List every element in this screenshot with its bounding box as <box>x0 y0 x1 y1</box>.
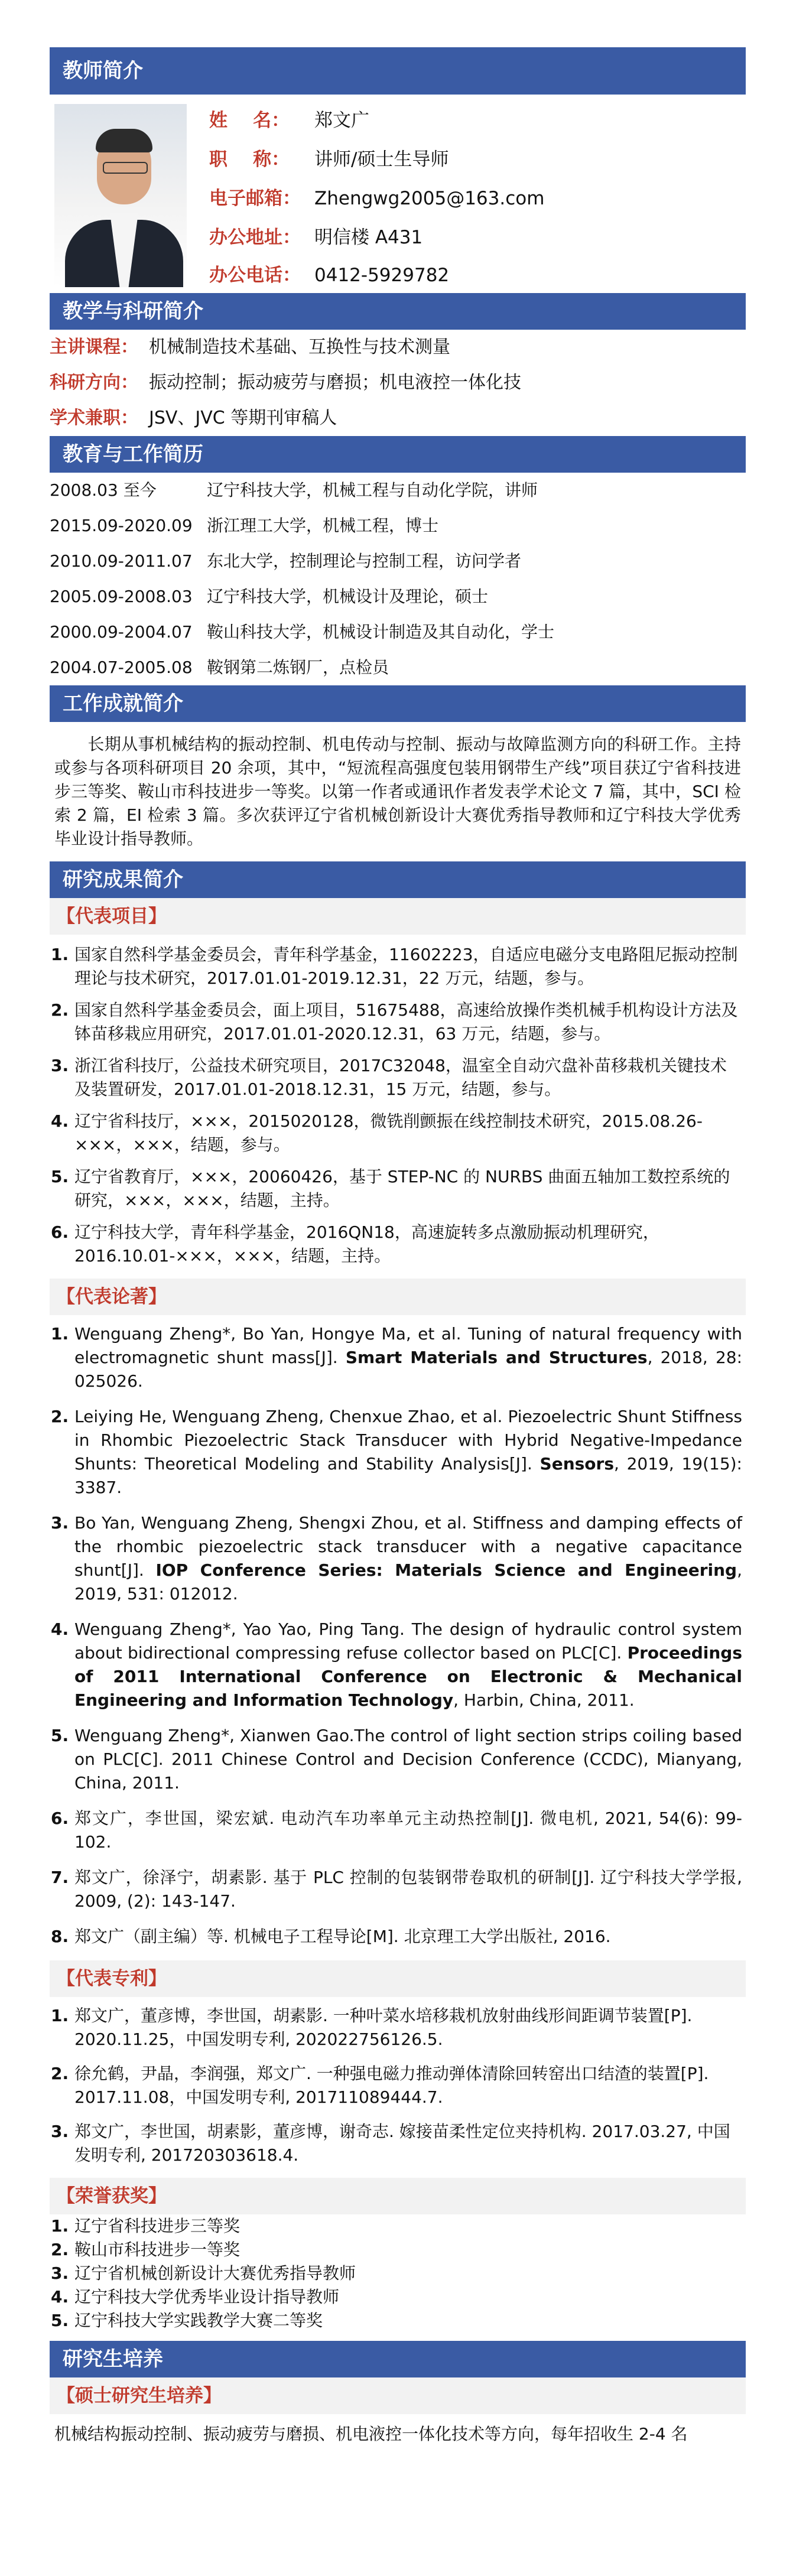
patent-list <box>50 2004 746 2167</box>
education-date: 2005.09-2008.03 <box>50 587 193 606</box>
field-label: 办公电话： <box>209 265 301 286</box>
profile-card <box>50 95 746 293</box>
item-number: 3. <box>51 2263 69 2283</box>
item-text: 浙江省科技厅，公益技术研究项目，2017C32048，温室全自动穴盘补苗移栽机关键技术及装置研发，2017.01.01-2018.12.31，15 万元，结题，参与。 <box>74 1056 727 1099</box>
list-item <box>50 2262 746 2285</box>
item-number: 5. <box>51 1167 69 1186</box>
section-header-intro: 教师简介 <box>50 47 746 95</box>
email-link[interactable]: Zhengwg2005@163.com <box>314 188 545 209</box>
list-item <box>50 2004 746 2051</box>
field-value: 0412-5929782 <box>314 265 450 286</box>
paper-text: Bo Yan, Wenguang Zheng, Shengxi Zhou, et al. Stiffness and damping effects of the rhombic piezoelectric stack transducer with a negative capacitance shunt[J]. <box>74 1513 742 1580</box>
education-desc: 辽宁科技大学，机械设计及理论，硕士 <box>207 587 489 606</box>
paper-citation: , 2019, 531: 012012. <box>74 1560 742 1604</box>
field-value: 郑文广 <box>314 110 369 131</box>
item-number: 6. <box>51 1222 69 1242</box>
field-title <box>209 139 448 180</box>
education-date: 2015.09-2020.09 <box>50 516 193 535</box>
item-text: 辽宁科技大学优秀毕业设计指导教师 <box>74 2287 340 2307</box>
teaching-row <box>50 401 746 436</box>
list-item <box>50 2309 746 2333</box>
item-number: 1. <box>51 945 69 964</box>
list-item <box>50 2120 746 2167</box>
subheader-papers: 【代表论著】 <box>50 1279 746 1315</box>
teaching-label: 科研方向： <box>50 372 138 393</box>
item-number: 1. <box>51 1324 69 1344</box>
list-item <box>50 1165 746 1212</box>
journal-name: Smart Materials and Structures <box>345 1348 648 1367</box>
item-number: 8. <box>51 1927 69 1946</box>
education-row <box>50 650 746 685</box>
item-text: 辽宁省科技进步三等奖 <box>74 2216 240 2236</box>
profile-page <box>50 47 746 2446</box>
education-row <box>50 544 746 579</box>
list-item <box>50 2062 746 2109</box>
subheader-master: 【硕士研究生培养】 <box>50 2377 746 2414</box>
education-date: 2008.03 至今 <box>50 480 157 500</box>
education-row <box>50 579 746 614</box>
education-desc: 鞍山科技大学，机械设计制造及其自动化，学士 <box>207 622 555 642</box>
item-number: 4. <box>51 2287 69 2307</box>
list-item <box>50 1618 746 1712</box>
journal-name: IOP Conference Series: Materials Science and Engineering <box>155 1560 737 1580</box>
list-item <box>50 2285 746 2309</box>
item-number: 7. <box>51 1868 69 1887</box>
item-text: 国家自然科学基金委员会，青年科学基金，11602223，自适应电磁分支电路阻尼振动控制理论与技术研究，2017.01.01-2019.12.31，22 万元，结题，参与。 <box>74 945 738 988</box>
item-number: 4. <box>51 1111 69 1131</box>
award-list <box>50 2214 746 2333</box>
teaching-value: JSV、JVC 等期刊审稿人 <box>149 408 337 428</box>
paper-text: Wenguang Zheng*, Yao Yao, Ping Tang. The design of hydraulic control system about bidirectional compressing refuse collector based on PLC[C]. <box>74 1619 742 1663</box>
paper-text: 郑文广（副主编）等. 机械电子工程导论[M]. 北京理工大学出版社, 2016. <box>74 1927 611 1946</box>
field-label: 职 称： <box>209 149 290 170</box>
list-item <box>50 1110 746 1157</box>
paper-text: Leiying He, Wenguang Zheng, Chenxue Zhao, et al. Piezoelectric Shunt Stiffness in Rhombic Piezoelectric Stack Transducer with Hybrid Negative-Impedance Shunts: Theoretical Modeling and Stability Analysis[J]. <box>74 1407 742 1474</box>
section-header-achievements: 工作成就简介 <box>50 685 746 722</box>
field-office <box>209 217 422 258</box>
item-number: 3. <box>51 2122 69 2141</box>
item-number: 2. <box>51 1000 69 1020</box>
list-item <box>50 998 746 1046</box>
teaching-row <box>50 330 746 365</box>
item-text: 鞍山市科技进步一等奖 <box>74 2240 240 2259</box>
education-desc: 辽宁科技大学，机械工程与自动化学院，讲师 <box>207 480 538 500</box>
section-header-research: 研究成果简介 <box>50 861 746 898</box>
teaching-row <box>50 365 746 401</box>
paper-citation: , 2018, 28: 025026. <box>74 1348 742 1391</box>
field-email <box>209 178 544 219</box>
item-number: 2. <box>51 1407 69 1426</box>
teacher-photo <box>54 104 187 287</box>
list-item <box>50 2214 746 2238</box>
item-number: 1. <box>51 2006 69 2025</box>
subheader-awards: 【荣誉获奖】 <box>50 2178 746 2214</box>
section-header-education: 教育与工作简历 <box>50 436 746 473</box>
education-desc: 鞍钢第二炼钢厂，点检员 <box>207 658 389 677</box>
journal-name: Sensors <box>540 1454 615 1474</box>
list-item <box>50 1925 746 1949</box>
item-number: 3. <box>51 1056 69 1075</box>
education-date: 2000.09-2004.07 <box>50 622 193 642</box>
education-date: 2004.07-2005.08 <box>50 658 193 677</box>
field-name <box>209 100 369 141</box>
list-item <box>50 1866 746 1913</box>
education-date: 2010.09-2011.07 <box>50 551 193 571</box>
paper-text: Wenguang Zheng*, Xianwen Gao.The control of light section strips coiling based on PLC[C]. 2011 Chinese Control and Decision Conference (CCDC), Mianyang, China, 2011. <box>74 1726 742 1793</box>
list-item <box>50 1322 746 1393</box>
teaching-value: 振动控制；振动疲劳与磨损；机电液控一体化技 <box>149 372 521 393</box>
item-number: 4. <box>51 1619 69 1639</box>
field-label: 姓 名： <box>209 110 290 131</box>
list-item <box>50 1054 746 1101</box>
section-header-teaching: 教学与科研简介 <box>50 293 746 330</box>
paper-text: 郑文广，徐泽宁，胡素影. 基于 PLC 控制的包装钢带卷取机的研制[J]. 辽宁科技大学学报, 2009, (2): 143-147. <box>74 1868 742 1911</box>
item-number: 5. <box>51 2311 69 2330</box>
list-item <box>50 1221 746 1268</box>
paper-text: Wenguang Zheng*, Bo Yan, Hongye Ma, et al. Tuning of natural frequency with electromagnetic shunt mass[J]. <box>74 1324 742 1367</box>
field-phone <box>209 255 449 295</box>
education-desc: 东北大学，控制理论与控制工程，访问学者 <box>207 551 522 571</box>
list-item <box>50 1405 746 1500</box>
item-number: 3. <box>51 1513 69 1533</box>
achievements-paragraph: 长期从事机械结构的振动控制、机电传动与控制、振动与故障监测方向的科研工作。主持或参与各项科研项目 20 余项，其中，“短流程高强度包装用钢带生产线”项目获辽宁省科技进步三等奖、鞍山市科技进步一等奖。以第一作者或通讯作者发表学术论文 7 篇，其中，SCI 检索 2 篇，EI 检索 3 篇。多次获评辽宁省机械创新设计大赛优秀指导教师和辽宁科技大学优秀毕业设计指导教师。 <box>54 734 741 848</box>
item-number: 2. <box>51 2240 69 2259</box>
education-row <box>50 614 746 650</box>
list-item <box>50 943 746 990</box>
field-label: 办公地址： <box>209 227 301 248</box>
item-text: 郑文广，董彦博，李世国，胡素影. 一种叶菜水培移栽机放射曲线形间距调节装置[P]. 2020.11.25，中国发明专利, 202022756126.5. <box>74 2006 693 2049</box>
item-number: 5. <box>51 1726 69 1745</box>
field-value: 明信楼 A431 <box>314 227 423 248</box>
subheader-projects: 【代表项目】 <box>50 898 746 935</box>
item-text: 郑文广，李世国，胡素影，董彦博，谢奇志. 嫁接苗柔性定位夹持机构. 2017.03.27, 中国发明专利, 201720303618.4. <box>74 2122 730 2165</box>
education-row <box>50 473 746 508</box>
item-text: 辽宁科技大学实践教学大赛二等奖 <box>74 2311 323 2330</box>
paper-list <box>50 1322 746 1949</box>
item-text: 辽宁省教育厅，×××，20060426，基于 STEP-NC 的 NURBS 曲面五轴加工数控系统的研究，×××，×××，结题，主持。 <box>74 1167 730 1210</box>
teaching-label: 主讲课程： <box>50 337 138 357</box>
item-text: 辽宁科技大学，青年科学基金，2016QN18，高速旋转多点激励振动机理研究，2016.10.01-×××，×××，结题，主持。 <box>74 1222 659 1266</box>
journal-name: Proceedings of 2011 International Conference on Electronic & Mechanical Engineering and Information Technology <box>74 1643 742 1710</box>
paper-citation: , Harbin, China, 2011. <box>453 1690 635 1710</box>
item-number: 6. <box>51 1809 69 1828</box>
paper-text: 郑文广，李世国，梁宏斌. 电动汽车功率单元主动热控制[J]. 微电机, 2021, 54(6): 99-102. <box>74 1809 742 1852</box>
project-list <box>50 943 746 1268</box>
section-header-graduate: 研究生培养 <box>50 2341 746 2377</box>
item-number: 2. <box>51 2064 69 2083</box>
list-item <box>50 1724 746 1795</box>
education-row <box>50 508 746 544</box>
teaching-value: 机械制造技术基础、互换性与技术测量 <box>149 337 450 357</box>
field-value: 讲师/硕士生导师 <box>314 149 449 170</box>
item-text: 辽宁省机械创新设计大赛优秀指导教师 <box>74 2263 356 2283</box>
field-label: 电子邮箱： <box>209 188 301 209</box>
paper-citation: , 2019, 19(15): 3387. <box>74 1454 742 1497</box>
subheader-patents: 【代表专利】 <box>50 1960 746 1997</box>
item-text: 徐允鹤，尹晶，李润强，郑文广. 一种强电磁力推动弹体清除回转窑出口结渣的装置[P]. 2017.11.08，中国发明专利, 201711089444.7. <box>74 2064 709 2107</box>
item-text: 辽宁省科技厅，×××，2015020128，微铣削颤振在线控制技术研究，2015.08.26-×××，×××，结题，参与。 <box>74 1111 703 1154</box>
education-desc: 浙江理工大学，机械工程，博士 <box>207 516 439 535</box>
list-item <box>50 2238 746 2262</box>
list-item <box>50 1511 746 1606</box>
list-item <box>50 1807 746 1854</box>
achievements-text <box>50 722 746 861</box>
item-text: 国家自然科学基金委员会，面上项目，51675488，高速给放操作类机械手机构设计方法及钵苗移栽应用研究，2017.01.01-2020.12.31，63 万元，结题，参与。 <box>74 1000 738 1043</box>
item-number: 1. <box>51 2216 69 2236</box>
teaching-label: 学术兼职： <box>50 408 138 428</box>
graduate-text: 机械结构振动控制、振动疲劳与磨损、机电液控一体化技术等方向，每年招收生 2-4 名 <box>54 2424 688 2444</box>
